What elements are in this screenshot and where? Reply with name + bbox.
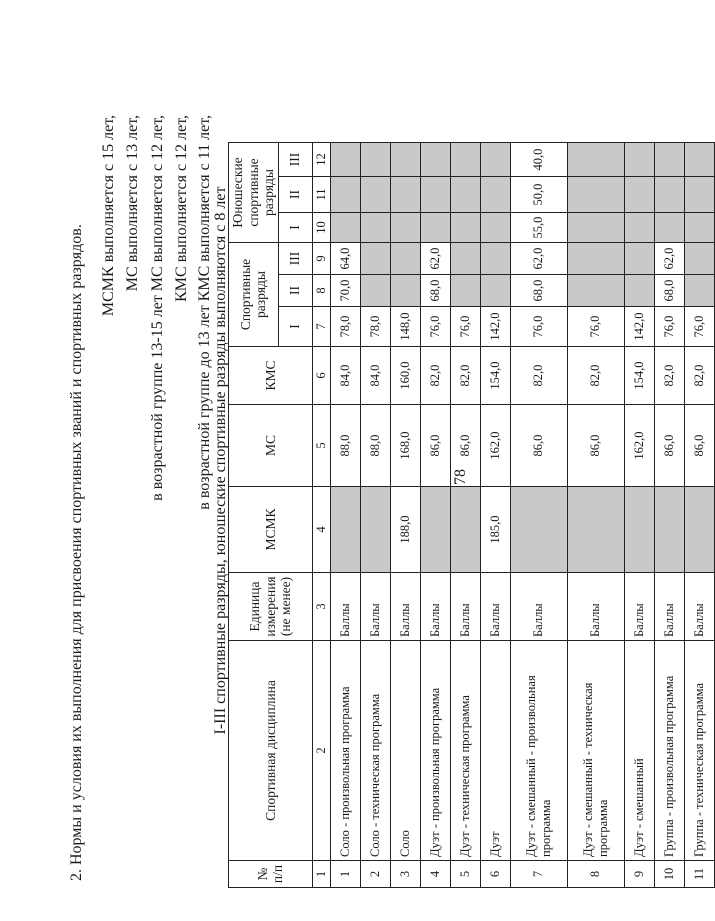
cell-num: 6 bbox=[480, 861, 510, 888]
column-number: 2 bbox=[312, 641, 330, 861]
column-number: 1 bbox=[312, 861, 330, 888]
cell-num: 4 bbox=[420, 861, 450, 888]
table-caption: I-III спортивные разряды, юношеские спортивные разряды выполняются с 8 лет bbox=[212, 186, 229, 735]
cell-y2 bbox=[567, 177, 624, 213]
column-number: 12 bbox=[312, 143, 330, 177]
cell-ms: 162,0 bbox=[480, 405, 510, 487]
condition-line: КМС выполняется с 12 лет, bbox=[173, 115, 190, 302]
cell-r2: 70,0 bbox=[330, 275, 360, 307]
cell-y1 bbox=[450, 213, 480, 243]
table-row bbox=[510, 143, 567, 888]
cell-ms: 168,0 bbox=[390, 405, 420, 487]
cell-y1 bbox=[420, 213, 450, 243]
cell-msmk bbox=[360, 487, 390, 573]
cell-ms: 86,0 bbox=[420, 405, 450, 487]
cell-kms: 84,0 bbox=[360, 347, 390, 405]
cell-y2 bbox=[654, 177, 684, 213]
cell-r1: 76,0 bbox=[420, 307, 450, 347]
cell-num: 7 bbox=[510, 861, 567, 888]
header-youth-2: II bbox=[278, 177, 312, 213]
cell-r2: 68,0 bbox=[654, 275, 684, 307]
cell-discipline: Соло bbox=[390, 641, 420, 861]
column-number: 6 bbox=[312, 347, 330, 405]
section-title: 2. Нормы и условия их выполнения для присвоения спортивных званий и спортивных разрядов. bbox=[68, 224, 85, 881]
norms-table bbox=[228, 142, 715, 888]
cell-r1: 76,0 bbox=[510, 307, 567, 347]
cell-discipline: Дуэт - смешанный - произвольная программа bbox=[510, 641, 567, 861]
cell-num: 8 bbox=[567, 861, 624, 888]
cell-r2: 68,0 bbox=[510, 275, 567, 307]
cell-unit: Баллы bbox=[330, 573, 360, 641]
cell-r3 bbox=[567, 243, 624, 275]
cell-ms: 88,0 bbox=[330, 405, 360, 487]
column-number: 7 bbox=[312, 307, 330, 347]
cell-y3 bbox=[567, 143, 624, 177]
column-number-row bbox=[312, 143, 330, 888]
cell-r1: 76,0 bbox=[450, 307, 480, 347]
cell-y3: 40,0 bbox=[510, 143, 567, 177]
cell-discipline: Дуэт - смешанный - техническая программа bbox=[567, 641, 624, 861]
cell-y1 bbox=[330, 213, 360, 243]
cell-msmk bbox=[510, 487, 567, 573]
cell-y2 bbox=[360, 177, 390, 213]
header-row-top bbox=[229, 143, 279, 888]
column-number: 10 bbox=[312, 213, 330, 243]
cell-r1: 76,0 bbox=[654, 307, 684, 347]
cell-ms: 86,0 bbox=[450, 405, 480, 487]
cell-r3: 64,0 bbox=[330, 243, 360, 275]
cell-discipline: Соло - техническая программа bbox=[360, 641, 390, 861]
cell-ms: 86,0 bbox=[510, 405, 567, 487]
cell-y2 bbox=[624, 177, 654, 213]
cell-msmk bbox=[420, 487, 450, 573]
cell-y1 bbox=[624, 213, 654, 243]
cell-y3 bbox=[390, 143, 420, 177]
cell-y3 bbox=[624, 143, 654, 177]
cell-y3 bbox=[684, 143, 714, 177]
table-row bbox=[480, 143, 510, 888]
header-youth-1: I bbox=[278, 213, 312, 243]
cell-num: 2 bbox=[360, 861, 390, 888]
header-kms: КМС bbox=[229, 347, 313, 405]
cell-kms: 82,0 bbox=[684, 347, 714, 405]
cell-unit: Баллы bbox=[567, 573, 624, 641]
cell-r2 bbox=[480, 275, 510, 307]
cell-r3: 62,0 bbox=[420, 243, 450, 275]
cell-r2 bbox=[624, 275, 654, 307]
cell-unit: Баллы bbox=[480, 573, 510, 641]
cell-num: 3 bbox=[390, 861, 420, 888]
cell-num: 9 bbox=[624, 861, 654, 888]
cell-y3 bbox=[480, 143, 510, 177]
cell-y1 bbox=[480, 213, 510, 243]
table-row bbox=[330, 143, 360, 888]
cell-r3 bbox=[390, 243, 420, 275]
table-row bbox=[360, 143, 390, 888]
cell-r3 bbox=[360, 243, 390, 275]
header-rank-1: I bbox=[278, 307, 312, 347]
cell-y3 bbox=[420, 143, 450, 177]
header-ms: МС bbox=[229, 405, 313, 487]
cell-ms: 86,0 bbox=[567, 405, 624, 487]
condition-line: в возрастной группе 13-15 лет МС выполняется с 12 лет, bbox=[149, 115, 166, 501]
cell-kms: 84,0 bbox=[330, 347, 360, 405]
cell-kms: 82,0 bbox=[567, 347, 624, 405]
cell-discipline: Дуэт - техническая программа bbox=[450, 641, 480, 861]
cell-r3: 62,0 bbox=[510, 243, 567, 275]
column-number: 3 bbox=[312, 573, 330, 641]
cell-kms: 82,0 bbox=[450, 347, 480, 405]
cell-r3: 62,0 bbox=[654, 243, 684, 275]
column-number: 5 bbox=[312, 405, 330, 487]
cell-y1 bbox=[360, 213, 390, 243]
cell-y3 bbox=[330, 143, 360, 177]
header-unit: Единица измерения (не менее) bbox=[229, 573, 313, 641]
cell-r2: 68,0 bbox=[420, 275, 450, 307]
cell-unit: Баллы bbox=[420, 573, 450, 641]
cell-msmk bbox=[624, 487, 654, 573]
cell-kms: 154,0 bbox=[624, 347, 654, 405]
cell-msmk bbox=[567, 487, 624, 573]
condition-line: МС выполняется с 13 лет, bbox=[124, 115, 141, 292]
page-number: 78 bbox=[452, 469, 469, 485]
header-youth-3: III bbox=[278, 143, 312, 177]
cell-r3 bbox=[450, 243, 480, 275]
cell-r1: 142,0 bbox=[480, 307, 510, 347]
cell-msmk: 185,0 bbox=[480, 487, 510, 573]
header-sport-ranks: Спортивные разряды bbox=[229, 243, 279, 347]
cell-msmk bbox=[684, 487, 714, 573]
cell-msmk bbox=[654, 487, 684, 573]
cell-unit: Баллы bbox=[360, 573, 390, 641]
column-number: 4 bbox=[312, 487, 330, 573]
header-youth-ranks: Юношеские спортивные разряды bbox=[229, 143, 279, 243]
cell-y3 bbox=[654, 143, 684, 177]
cell-y1 bbox=[567, 213, 624, 243]
condition-line: в возрастной группе до 13 лет КМС выполняется с 11 лет, bbox=[196, 115, 213, 510]
cell-r1: 142,0 bbox=[624, 307, 654, 347]
cell-r2 bbox=[450, 275, 480, 307]
cell-y1 bbox=[390, 213, 420, 243]
cell-msmk bbox=[330, 487, 360, 573]
cell-ms: 86,0 bbox=[654, 405, 684, 487]
cell-msmk: 188,0 bbox=[390, 487, 420, 573]
cell-y2 bbox=[450, 177, 480, 213]
cell-r1: 76,0 bbox=[567, 307, 624, 347]
cell-unit: Баллы bbox=[684, 573, 714, 641]
cell-discipline: Дуэт - смешанный bbox=[624, 641, 654, 861]
cell-discipline: Группа - произвольная программа bbox=[654, 641, 684, 861]
table-row bbox=[450, 143, 480, 888]
cell-y2 bbox=[330, 177, 360, 213]
cell-y2 bbox=[480, 177, 510, 213]
table-row bbox=[654, 143, 684, 888]
cell-discipline: Группа - техническая программа bbox=[684, 641, 714, 861]
cell-msmk bbox=[450, 487, 480, 573]
header-rank-2: II bbox=[278, 275, 312, 307]
cell-r1: 78,0 bbox=[330, 307, 360, 347]
cell-kms: 154,0 bbox=[480, 347, 510, 405]
condition-line: МСМК выполняется с 15 лет, bbox=[100, 115, 117, 317]
cell-r2 bbox=[684, 275, 714, 307]
column-number: 8 bbox=[312, 275, 330, 307]
header-discipline: Спортивная дисциплина bbox=[229, 641, 313, 861]
cell-ms: 86,0 bbox=[684, 405, 714, 487]
cell-ms: 162,0 bbox=[624, 405, 654, 487]
cell-y3 bbox=[450, 143, 480, 177]
cell-unit: Баллы bbox=[450, 573, 480, 641]
cell-y2 bbox=[420, 177, 450, 213]
cell-r3 bbox=[684, 243, 714, 275]
cell-unit: Баллы bbox=[390, 573, 420, 641]
cell-num: 5 bbox=[450, 861, 480, 888]
cell-kms: 82,0 bbox=[654, 347, 684, 405]
cell-r1: 78,0 bbox=[360, 307, 390, 347]
table-row bbox=[684, 143, 714, 888]
cell-r1: 76,0 bbox=[684, 307, 714, 347]
column-number: 11 bbox=[312, 177, 330, 213]
cell-num: 1 bbox=[330, 861, 360, 888]
table-row bbox=[420, 143, 450, 888]
cell-y2: 50,0 bbox=[510, 177, 567, 213]
cell-r2 bbox=[360, 275, 390, 307]
cell-discipline: Дуэт bbox=[480, 641, 510, 861]
cell-y1: 55,0 bbox=[510, 213, 567, 243]
cell-discipline: Соло - произвольная программа bbox=[330, 641, 360, 861]
header-msmk: МСМК bbox=[229, 487, 313, 573]
column-number: 9 bbox=[312, 243, 330, 275]
cell-discipline: Дуэт - произвольная программа bbox=[420, 641, 450, 861]
cell-y2 bbox=[390, 177, 420, 213]
cell-num: 10 bbox=[654, 861, 684, 888]
cell-unit: Баллы bbox=[624, 573, 654, 641]
cell-kms: 160,0 bbox=[390, 347, 420, 405]
cell-r2 bbox=[390, 275, 420, 307]
cell-y2 bbox=[684, 177, 714, 213]
cell-kms: 82,0 bbox=[420, 347, 450, 405]
cell-y1 bbox=[684, 213, 714, 243]
cell-unit: Баллы bbox=[510, 573, 567, 641]
cell-r1: 148,0 bbox=[390, 307, 420, 347]
header-rank-3: III bbox=[278, 243, 312, 275]
table-row bbox=[390, 143, 420, 888]
table-row bbox=[567, 143, 624, 888]
table-row bbox=[624, 143, 654, 888]
cell-r2 bbox=[567, 275, 624, 307]
cell-num: 11 bbox=[684, 861, 714, 888]
cell-ms: 88,0 bbox=[360, 405, 390, 487]
cell-r3 bbox=[624, 243, 654, 275]
cell-r3 bbox=[480, 243, 510, 275]
cell-kms: 82,0 bbox=[510, 347, 567, 405]
header-num: № п/п bbox=[229, 861, 313, 888]
cell-unit: Баллы bbox=[654, 573, 684, 641]
cell-y3 bbox=[360, 143, 390, 177]
cell-y1 bbox=[654, 213, 684, 243]
